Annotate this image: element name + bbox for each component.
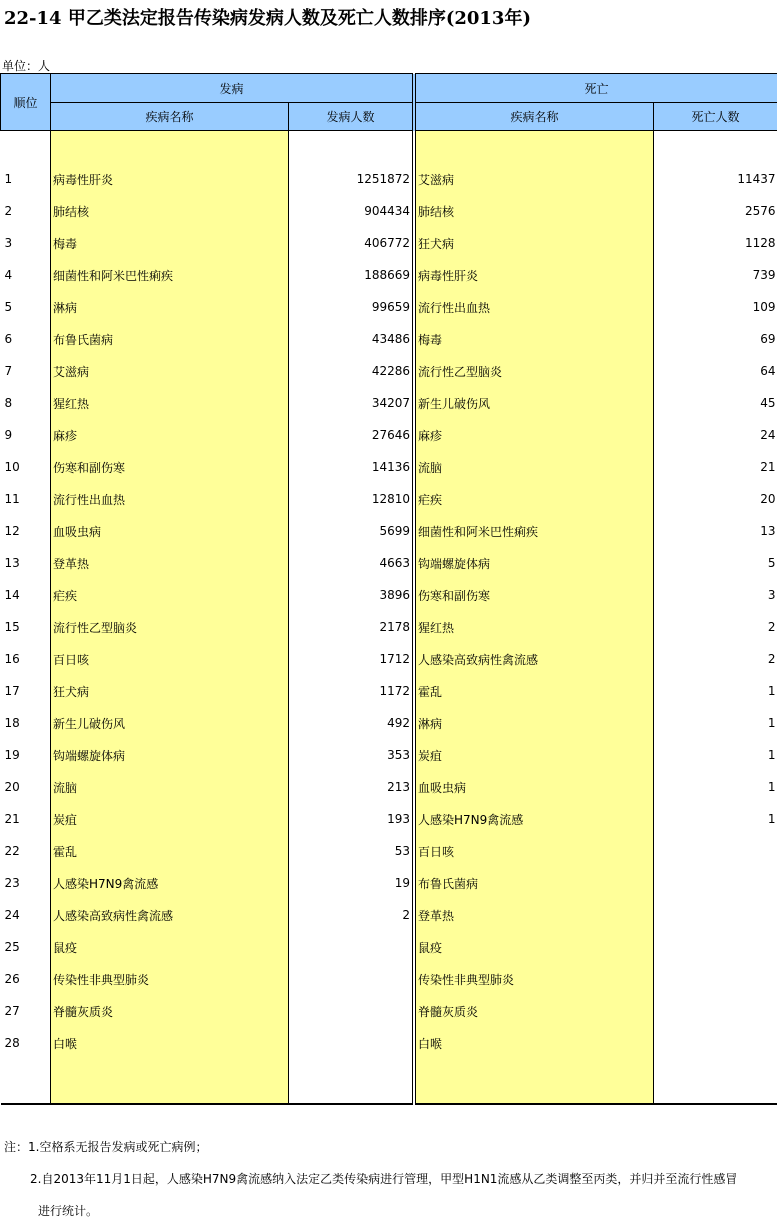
incidence-count: 12810	[289, 483, 413, 515]
incidence-count: 492	[289, 707, 413, 739]
death-disease-name: 登革热	[416, 899, 654, 931]
incidence-disease-name: 传染性非典型肺炎	[51, 963, 289, 995]
incidence-count: 27646	[289, 419, 413, 451]
death-count	[654, 867, 777, 899]
death-disease-name: 细菌性和阿米巴性痢疾	[416, 515, 654, 547]
table-row	[1, 163, 777, 195]
table-row	[1, 483, 777, 515]
rank-cell: 13	[1, 547, 51, 579]
rank-cell: 14	[1, 579, 51, 611]
footnote-1: 注：1.空格系无报告发病或死亡病例；	[4, 1138, 737, 1156]
death-count	[654, 1027, 777, 1059]
rank-cell: 9	[1, 419, 51, 451]
incidence-disease-name: 人感染H7N9禽流感	[51, 867, 289, 899]
death-count: 69	[654, 323, 777, 355]
death-disease-name: 传染性非典型肺炎	[416, 963, 654, 995]
table-row	[1, 835, 777, 867]
incidence-disease-name: 淋病	[51, 291, 289, 323]
death-disease-name: 猩红热	[416, 611, 654, 643]
death-disease-name: 艾滋病	[416, 163, 654, 195]
death-count: 64	[654, 355, 777, 387]
incidence-disease-name: 疟疾	[51, 579, 289, 611]
unit-label: 单位：人	[2, 57, 50, 74]
table-row	[1, 323, 777, 355]
death-count: 1	[654, 803, 777, 835]
spacer-row	[1, 131, 777, 164]
death-count: 1	[654, 739, 777, 771]
incidence-count: 99659	[289, 291, 413, 323]
incidence-count: 14136	[289, 451, 413, 483]
death-disease-name: 脊髓灰质炎	[416, 995, 654, 1027]
incidence-count: 3896	[289, 579, 413, 611]
incidence-disease-name: 鼠疫	[51, 931, 289, 963]
incidence-disease-name: 脊髓灰质炎	[51, 995, 289, 1027]
rank-cell: 1	[1, 163, 51, 195]
death-count: 5	[654, 547, 777, 579]
death-count: 24	[654, 419, 777, 451]
incidence-disease-name: 人感染高致病性禽流感	[51, 899, 289, 931]
rank-cell: 12	[1, 515, 51, 547]
footnotes	[4, 1138, 737, 1220]
death-disease-name: 人感染H7N9禽流感	[416, 803, 654, 835]
incidence-count: 193	[289, 803, 413, 835]
death-disease-name: 疟疾	[416, 483, 654, 515]
rank-cell: 27	[1, 995, 51, 1027]
table-row	[1, 387, 777, 419]
rank-cell: 24	[1, 899, 51, 931]
rank-cell: 19	[1, 739, 51, 771]
incidence-count: 1712	[289, 643, 413, 675]
rank-cell: 11	[1, 483, 51, 515]
death-count: 739	[654, 259, 777, 291]
incidence-count: 42286	[289, 355, 413, 387]
incidence-disease-name: 梅毒	[51, 227, 289, 259]
rank-cell: 4	[1, 259, 51, 291]
table-row	[1, 707, 777, 739]
incidence-disease-name: 流行性乙型脑炎	[51, 611, 289, 643]
death-count: 21	[654, 451, 777, 483]
incidence-disease-name: 麻疹	[51, 419, 289, 451]
table-row	[1, 931, 777, 963]
death-disease-name: 人感染高致病性禽流感	[416, 643, 654, 675]
death-count: 20	[654, 483, 777, 515]
table-row	[1, 259, 777, 291]
death-count: 3	[654, 579, 777, 611]
incidence-disease-name: 肺结核	[51, 195, 289, 227]
rank-cell: 25	[1, 931, 51, 963]
rank-cell: 18	[1, 707, 51, 739]
death-disease-name: 梅毒	[416, 323, 654, 355]
rank-cell: 17	[1, 675, 51, 707]
rank-cell: 26	[1, 963, 51, 995]
incidence-count: 904434	[289, 195, 413, 227]
rank-cell: 5	[1, 291, 51, 323]
table-row	[1, 547, 777, 579]
rank-cell: 15	[1, 611, 51, 643]
death-count: 2	[654, 643, 777, 675]
table-row	[1, 195, 777, 227]
incidence-count: 19	[289, 867, 413, 899]
death-count: 11437	[654, 163, 777, 195]
rank-cell: 8	[1, 387, 51, 419]
death-disease-name: 淋病	[416, 707, 654, 739]
table-row	[1, 867, 777, 899]
death-disease-name: 流脑	[416, 451, 654, 483]
death-count: 13	[654, 515, 777, 547]
death-disease-name: 流行性出血热	[416, 291, 654, 323]
page-title: 22-14 甲乙类法定报告传染病发病人数及死亡人数排序(2013年)	[4, 4, 531, 30]
incidence-count: 1172	[289, 675, 413, 707]
death-count	[654, 931, 777, 963]
incidence-count: 53	[289, 835, 413, 867]
death-disease-name: 百日咳	[416, 835, 654, 867]
incidence-count: 353	[289, 739, 413, 771]
table-row	[1, 227, 777, 259]
death-count: 1	[654, 707, 777, 739]
incidence-count	[289, 963, 413, 995]
death-disease-name: 狂犬病	[416, 227, 654, 259]
incidence-disease-name: 炭疽	[51, 803, 289, 835]
table-body	[1, 131, 777, 1105]
incidence-disease-name: 新生儿破伤风	[51, 707, 289, 739]
incidence-disease-name: 血吸虫病	[51, 515, 289, 547]
death-count-header: 死亡人数	[654, 103, 777, 131]
death-disease-name: 病毒性肝炎	[416, 259, 654, 291]
table-row	[1, 739, 777, 771]
death-disease-name: 鼠疫	[416, 931, 654, 963]
ranking-table	[0, 73, 777, 1105]
footnote-2-continued: 进行统计。	[4, 1202, 737, 1220]
death-disease-name: 血吸虫病	[416, 771, 654, 803]
table-row	[1, 803, 777, 835]
rank-cell: 3	[1, 227, 51, 259]
rank-cell: 21	[1, 803, 51, 835]
table-row	[1, 515, 777, 547]
death-disease-name: 布鲁氏菌病	[416, 867, 654, 899]
table-row	[1, 899, 777, 931]
table-row	[1, 995, 777, 1027]
death-disease-name: 麻疹	[416, 419, 654, 451]
death-count	[654, 963, 777, 995]
death-count: 1128	[654, 227, 777, 259]
incidence-disease-name: 艾滋病	[51, 355, 289, 387]
table-row	[1, 611, 777, 643]
table-row	[1, 291, 777, 323]
rank-cell: 28	[1, 1027, 51, 1059]
death-disease-name: 流行性乙型脑炎	[416, 355, 654, 387]
death-disease-name: 霍乱	[416, 675, 654, 707]
table-row	[1, 419, 777, 451]
death-count: 45	[654, 387, 777, 419]
incidence-count-header: 发病人数	[289, 103, 413, 131]
rank-cell: 10	[1, 451, 51, 483]
incidence-disease-name: 伤寒和副伤寒	[51, 451, 289, 483]
incidence-disease-name: 病毒性肝炎	[51, 163, 289, 195]
table-row	[1, 643, 777, 675]
incidence-disease-name: 钩端螺旋体病	[51, 739, 289, 771]
death-count: 109	[654, 291, 777, 323]
incidence-count: 406772	[289, 227, 413, 259]
incidence-disease-name: 霍乱	[51, 835, 289, 867]
death-disease-name-header: 疾病名称	[416, 103, 654, 131]
incidence-count: 34207	[289, 387, 413, 419]
incidence-group-header: 发病	[51, 74, 413, 103]
death-count: 2576	[654, 195, 777, 227]
incidence-count	[289, 1027, 413, 1059]
table-row	[1, 355, 777, 387]
incidence-count: 188669	[289, 259, 413, 291]
death-count: 2	[654, 611, 777, 643]
table-row	[1, 675, 777, 707]
death-count	[654, 995, 777, 1027]
incidence-disease-name: 流脑	[51, 771, 289, 803]
filler-row	[1, 1059, 777, 1104]
footnote-2: 2.自2013年11月1日起，人感染H7N9禽流感纳入法定乙类传染病进行管理，甲型H1N1流感从乙类调整至丙类，并归并至流行性感冒	[4, 1170, 737, 1188]
rank-cell: 6	[1, 323, 51, 355]
death-disease-name: 肺结核	[416, 195, 654, 227]
rank-cell: 23	[1, 867, 51, 899]
incidence-count: 2178	[289, 611, 413, 643]
incidence-disease-name-header: 疾病名称	[51, 103, 289, 131]
death-disease-name: 白喉	[416, 1027, 654, 1059]
death-group-header: 死亡	[416, 74, 777, 103]
death-disease-name: 炭疽	[416, 739, 654, 771]
table-row	[1, 579, 777, 611]
table-row	[1, 1027, 777, 1059]
death-count	[654, 899, 777, 931]
death-count: 1	[654, 771, 777, 803]
incidence-count: 43486	[289, 323, 413, 355]
death-disease-name: 伤寒和副伤寒	[416, 579, 654, 611]
table-row	[1, 451, 777, 483]
incidence-count	[289, 931, 413, 963]
rank-cell: 20	[1, 771, 51, 803]
death-disease-name: 钩端螺旋体病	[416, 547, 654, 579]
incidence-count	[289, 995, 413, 1027]
death-count	[654, 835, 777, 867]
incidence-count: 213	[289, 771, 413, 803]
rank-header: 顺位	[1, 74, 51, 131]
rank-cell: 2	[1, 195, 51, 227]
incidence-disease-name: 布鲁氏菌病	[51, 323, 289, 355]
incidence-disease-name: 登革热	[51, 547, 289, 579]
incidence-count: 4663	[289, 547, 413, 579]
incidence-disease-name: 百日咳	[51, 643, 289, 675]
rank-cell: 16	[1, 643, 51, 675]
death-disease-name: 新生儿破伤风	[416, 387, 654, 419]
incidence-count: 2	[289, 899, 413, 931]
incidence-disease-name: 猩红热	[51, 387, 289, 419]
table-row	[1, 963, 777, 995]
incidence-disease-name: 细菌性和阿米巴性痢疾	[51, 259, 289, 291]
incidence-disease-name: 白喉	[51, 1027, 289, 1059]
death-count: 1	[654, 675, 777, 707]
rank-cell: 22	[1, 835, 51, 867]
incidence-disease-name: 狂犬病	[51, 675, 289, 707]
incidence-disease-name: 流行性出血热	[51, 483, 289, 515]
incidence-count: 1251872	[289, 163, 413, 195]
table-row	[1, 771, 777, 803]
incidence-count: 5699	[289, 515, 413, 547]
rank-cell: 7	[1, 355, 51, 387]
